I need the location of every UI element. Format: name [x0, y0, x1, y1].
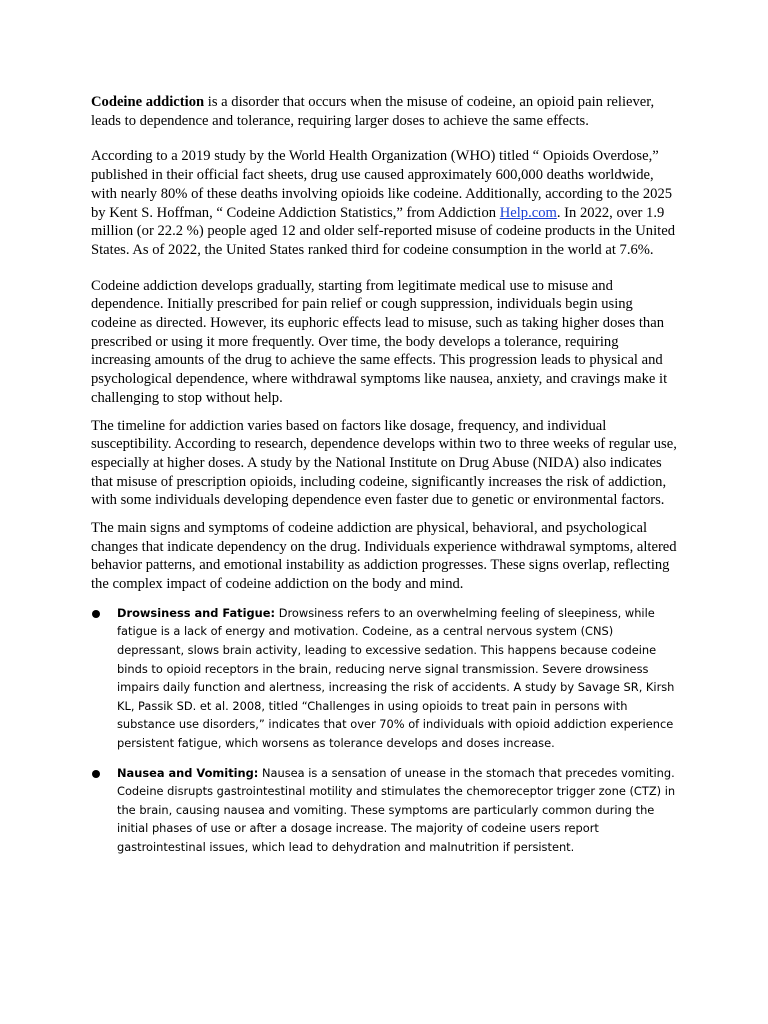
intro-text: is a disorder that occurs when the misuse of codeine, an opioid pain reliever, leads to dependence and tolerance, requiring larger doses to achieve the same effects.: [91, 94, 655, 129]
timeline-paragraph: The timeline for addiction varies based on factors like dosage, frequency, and individual susceptibility. According to research, dependence develops within two to three weeks of regular use, especially at higher doses. A study by the National Institute on Drug Abuse (NIDA) also indicates that misuse of prescription opioids, including codeine, significantly increases the risk of addiction, with some individuals developing dependence even faster due to genetic or environmental factors.: [91, 417, 677, 509]
bullet-icon: [92, 770, 100, 778]
symptom-title: Nausea and Vomiting:: [117, 765, 259, 780]
signs-paragraph: The main signs and symptoms of codeine addiction are physical, behavioral, and psychological changes that indicate dependency on the drug. Individuals experience withdrawal symptoms, altered behavior patterns, and emotional instability as addiction progresses. These signs overlap, reflecting the complex impact of codeine addiction on the body and mind.: [91, 520, 677, 593]
statistics-paragraph: [91, 147, 681, 259]
intro-term: Codeine addiction: [91, 94, 205, 110]
bullet-icon: [92, 610, 100, 618]
intro-paragraph: [91, 93, 681, 130]
list-item-drowsiness: [91, 604, 681, 753]
symptom-text: Drowsiness refers to an overwhelming feeling of sleepiness, while fatigue is a lack of energy and motivation. Codeine, as a central nervous system (CNS) depressant, slows brain activity, leading to excessive sedation. This happens because codeine binds to opioid receptors in the brain, reducing nerve signal transmission. Severe drowsiness impairs daily function and alertness, increasing the risk of accidents. A study by Savage SR, Kirsh KL, Passik SD. et al. 2008, titled “Challenges in using opioids to treat pain in persons with substance use disorders,” indicates that over 70% of individuals with opioid addiction experience persistent fatigue, which worsens as tolerance develops and doses increase.: [117, 605, 675, 751]
statistics-text-before-link: According to a 2019 study by the World Health Organization (WHO) titled “ Opioids Overdose,” published in their official fact sheets, drug use caused approximately 600,000 deaths worldwide, with nearly 80% of these deaths involving opioids like codeine. Additionally, according to the 2025 by Kent S. Hoffman, “ Codeine Addiction Statistics,” from Addiction: [91, 148, 673, 221]
development-paragraph: Codeine addiction develops gradually, starting from legitimate medical use to misuse and dependence. Initially prescribed for pain relief or cough suppression, individuals begin using codeine as directed. However, its euphoric effects lead to misuse, such as taking higher doses than prescribed or using it more frequently. Over time, the body develops a tolerance, requiring increasing amounts of the drug to achieve the same effects. This progression leads to physical and psychological dependence, where withdrawal symptoms like nausea, anxiety, and cravings make it challenging to stop without help.: [91, 277, 668, 406]
symptom-text: Nausea is a sensation of unease in the stomach that precedes vomiting. Codeine disrupts gastrointestinal motility and stimulates the chemoreceptor trigger zone (CTZ) in the brain, causing nausea and vomiting. These symptoms are particularly common during the initial phases of use or after a dosage increase. The majority of codeine users report gastrointestinal issues, which lead to dehydration and malnutrition if persistent.: [117, 765, 676, 854]
addiction-help-link[interactable]: Help.com: [499, 204, 557, 221]
statistics-text-after-link: . In 2022, over 1.9 million (or 22.2 %) people aged 12 and older self-reported misuse of codeine products in the United States. As of 2022, the United States ranked third for codeine consumption in the world at 7.6%.: [91, 204, 675, 258]
symptom-title: Drowsiness and Fatigue:: [117, 605, 276, 620]
list-item-nausea: [91, 764, 681, 857]
symptoms-list: [91, 604, 681, 857]
document-page: [91, 93, 681, 857]
